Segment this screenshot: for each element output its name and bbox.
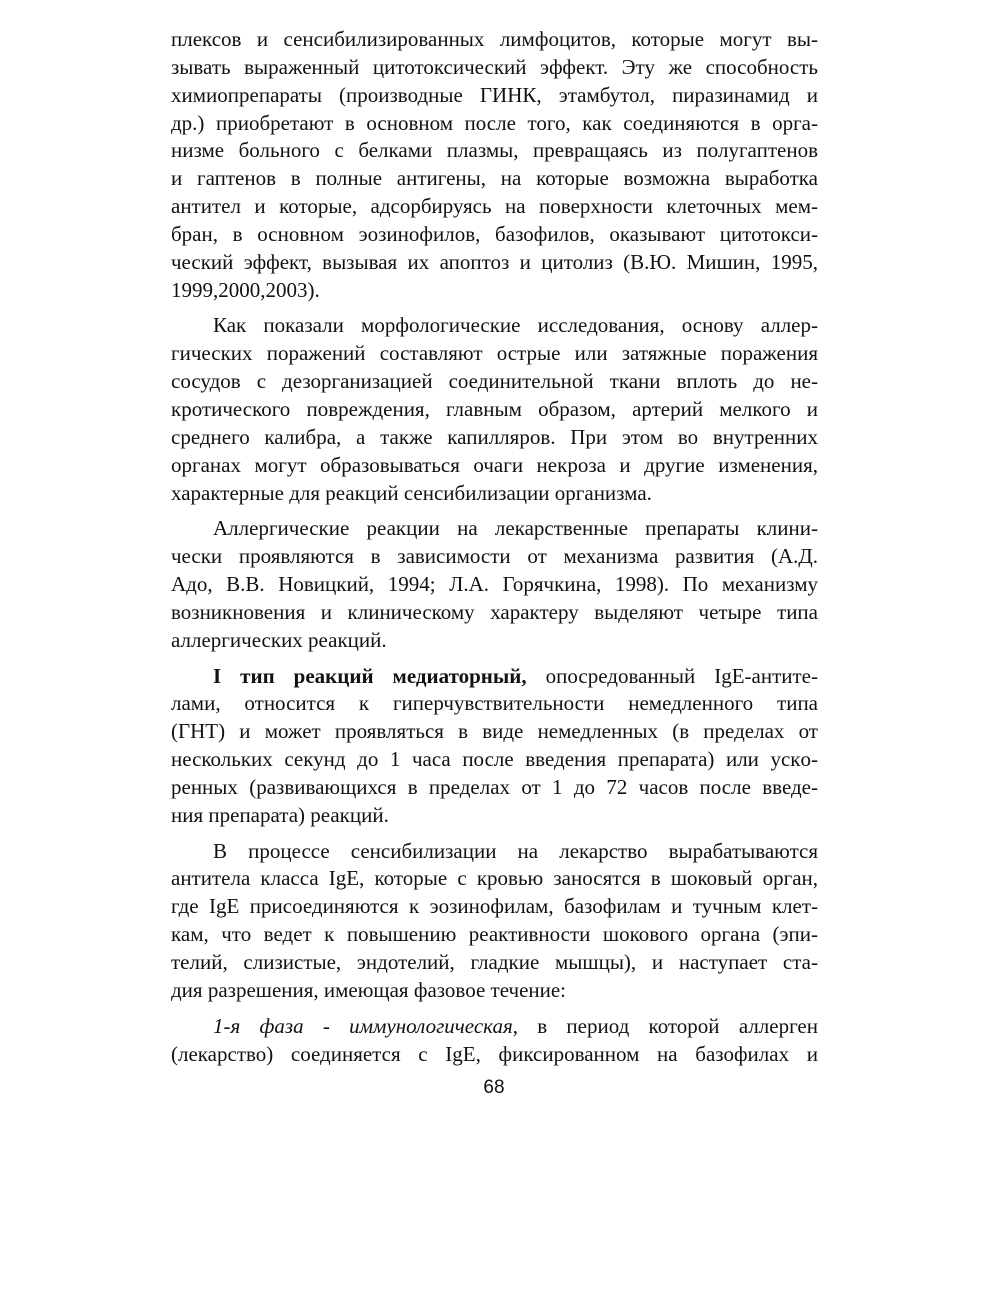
text-line: 1999,2000,2003). xyxy=(171,277,320,302)
text-line: кротического повреждения, главным образом, артерий мелкого и xyxy=(171,396,818,421)
text-line: антител и которые, адсорбируясь на поверхности клеточных мем- xyxy=(171,194,818,219)
page-text-block xyxy=(171,26,818,1068)
text-line: среднего калибра, а также капилляров. При этом во внутренних xyxy=(171,424,818,449)
paragraph-gap xyxy=(171,1005,818,1013)
paragraph-6 xyxy=(171,1013,818,1069)
paragraph-1 xyxy=(171,26,818,304)
paragraph-gap xyxy=(171,655,818,663)
text-line: аллергических реакций. xyxy=(171,627,387,652)
text-line: органах могут образовываться очаги некроза и другие изменения, xyxy=(171,452,818,477)
text-line xyxy=(171,1013,818,1041)
text-line: В процессе сенсибилизации на лекарство вырабатываются xyxy=(213,838,818,863)
paragraph-gap xyxy=(171,507,818,515)
text-line xyxy=(171,663,818,691)
text-line: зывать выраженный цитотоксический эффект. Эту же способность xyxy=(171,54,818,79)
text-line: нескольких секунд до 1 часа после введения препарата) или ускo- xyxy=(171,747,818,772)
text-line: бран, в основном эозинофилов, базофилов, оказывают цитотокси- xyxy=(171,221,818,246)
text-line: (ГНТ) и может проявляться в виде немедленных (в пределах от xyxy=(171,719,818,744)
text-line: (лекарство) соединяется с IgE, фиксированном на базофилах и xyxy=(171,1041,818,1066)
text-line: ренных (развивающихся в пределах от 1 до 72 часов после введе- xyxy=(171,774,818,799)
page-number: 68 xyxy=(483,1077,505,1098)
text-line: низме больного с белками плазмы, превращаясь из полугаптенов xyxy=(171,138,818,163)
text-line: дия разрешения, имеющая фазовое течение: xyxy=(171,977,567,1002)
text-line: кам, что ведет к повышению реактивности шокового органа (эпи- xyxy=(171,922,818,947)
text-line: где IgE присоединяются к эозинофилам, базофилам и тучным клет- xyxy=(171,894,818,919)
phase-heading: 1-я фаза - иммунологическая xyxy=(213,1013,513,1038)
text-line: гических поражений составляют острые или затяжные поражения xyxy=(171,341,818,366)
text-line: лами, относится к гиперчувствительности немедленного типа xyxy=(171,691,818,716)
text-line: плексов и сенсибилизированных лимфоцитов, которые могут вы- xyxy=(171,27,818,51)
text-line: Адо, В.В. Новицкий, 1994; Л.А. Горячкина, 1998). По механизму xyxy=(171,572,818,597)
text-line: телий, слизистые, эндотелий, гладкие мышцы), и наступает ста- xyxy=(171,950,818,974)
text-line: ческий эффект, вызывая их апоптоз и цитолиз (В.Ю. Мишин, 1995, xyxy=(171,249,818,274)
text-line: антитела класса IgE, которые с кровью заносятся в шоковый орган, xyxy=(171,866,818,891)
text-fragment: опосредованный IgE-антите- xyxy=(526,663,818,688)
text-line: ния препарата) реакций. xyxy=(171,802,389,827)
paragraph-5 xyxy=(171,838,818,1005)
text-line: возникновения и клиническому характеру выделяют четыре типа xyxy=(171,599,818,624)
paragraph-4 xyxy=(171,663,818,830)
text-line: Аллергические реакции на лекарственные препараты клини- xyxy=(213,516,818,541)
paragraph-3 xyxy=(171,515,818,654)
text-line: характерные для реакций сенсибилизации организма. xyxy=(171,480,652,505)
text-line: и гаптенов в полные антигены, на которые возможна выработка xyxy=(171,166,818,191)
text-line: сосудов с дезорганизацией соединительной ткани вплоть до не- xyxy=(171,369,818,394)
text-fragment: , в период которой аллерген xyxy=(512,1013,818,1038)
reaction-type-heading: I тип реакций медиаторный, xyxy=(213,663,527,688)
paragraph-gap xyxy=(171,830,818,838)
text-line: чески проявляются в зависимости от механизма развития (А.Д. xyxy=(171,544,818,569)
text-line: др.) приобретают в основном после того, как соединяются в орга- xyxy=(171,110,818,135)
text-line: химиопрепараты (производные ГИНК, этамбутол, пиразинамид и xyxy=(171,82,818,107)
paragraph-2 xyxy=(171,312,818,507)
paragraph-gap xyxy=(171,304,818,312)
text-line: Как показали морфологические исследования, основу аллер- xyxy=(213,313,818,338)
